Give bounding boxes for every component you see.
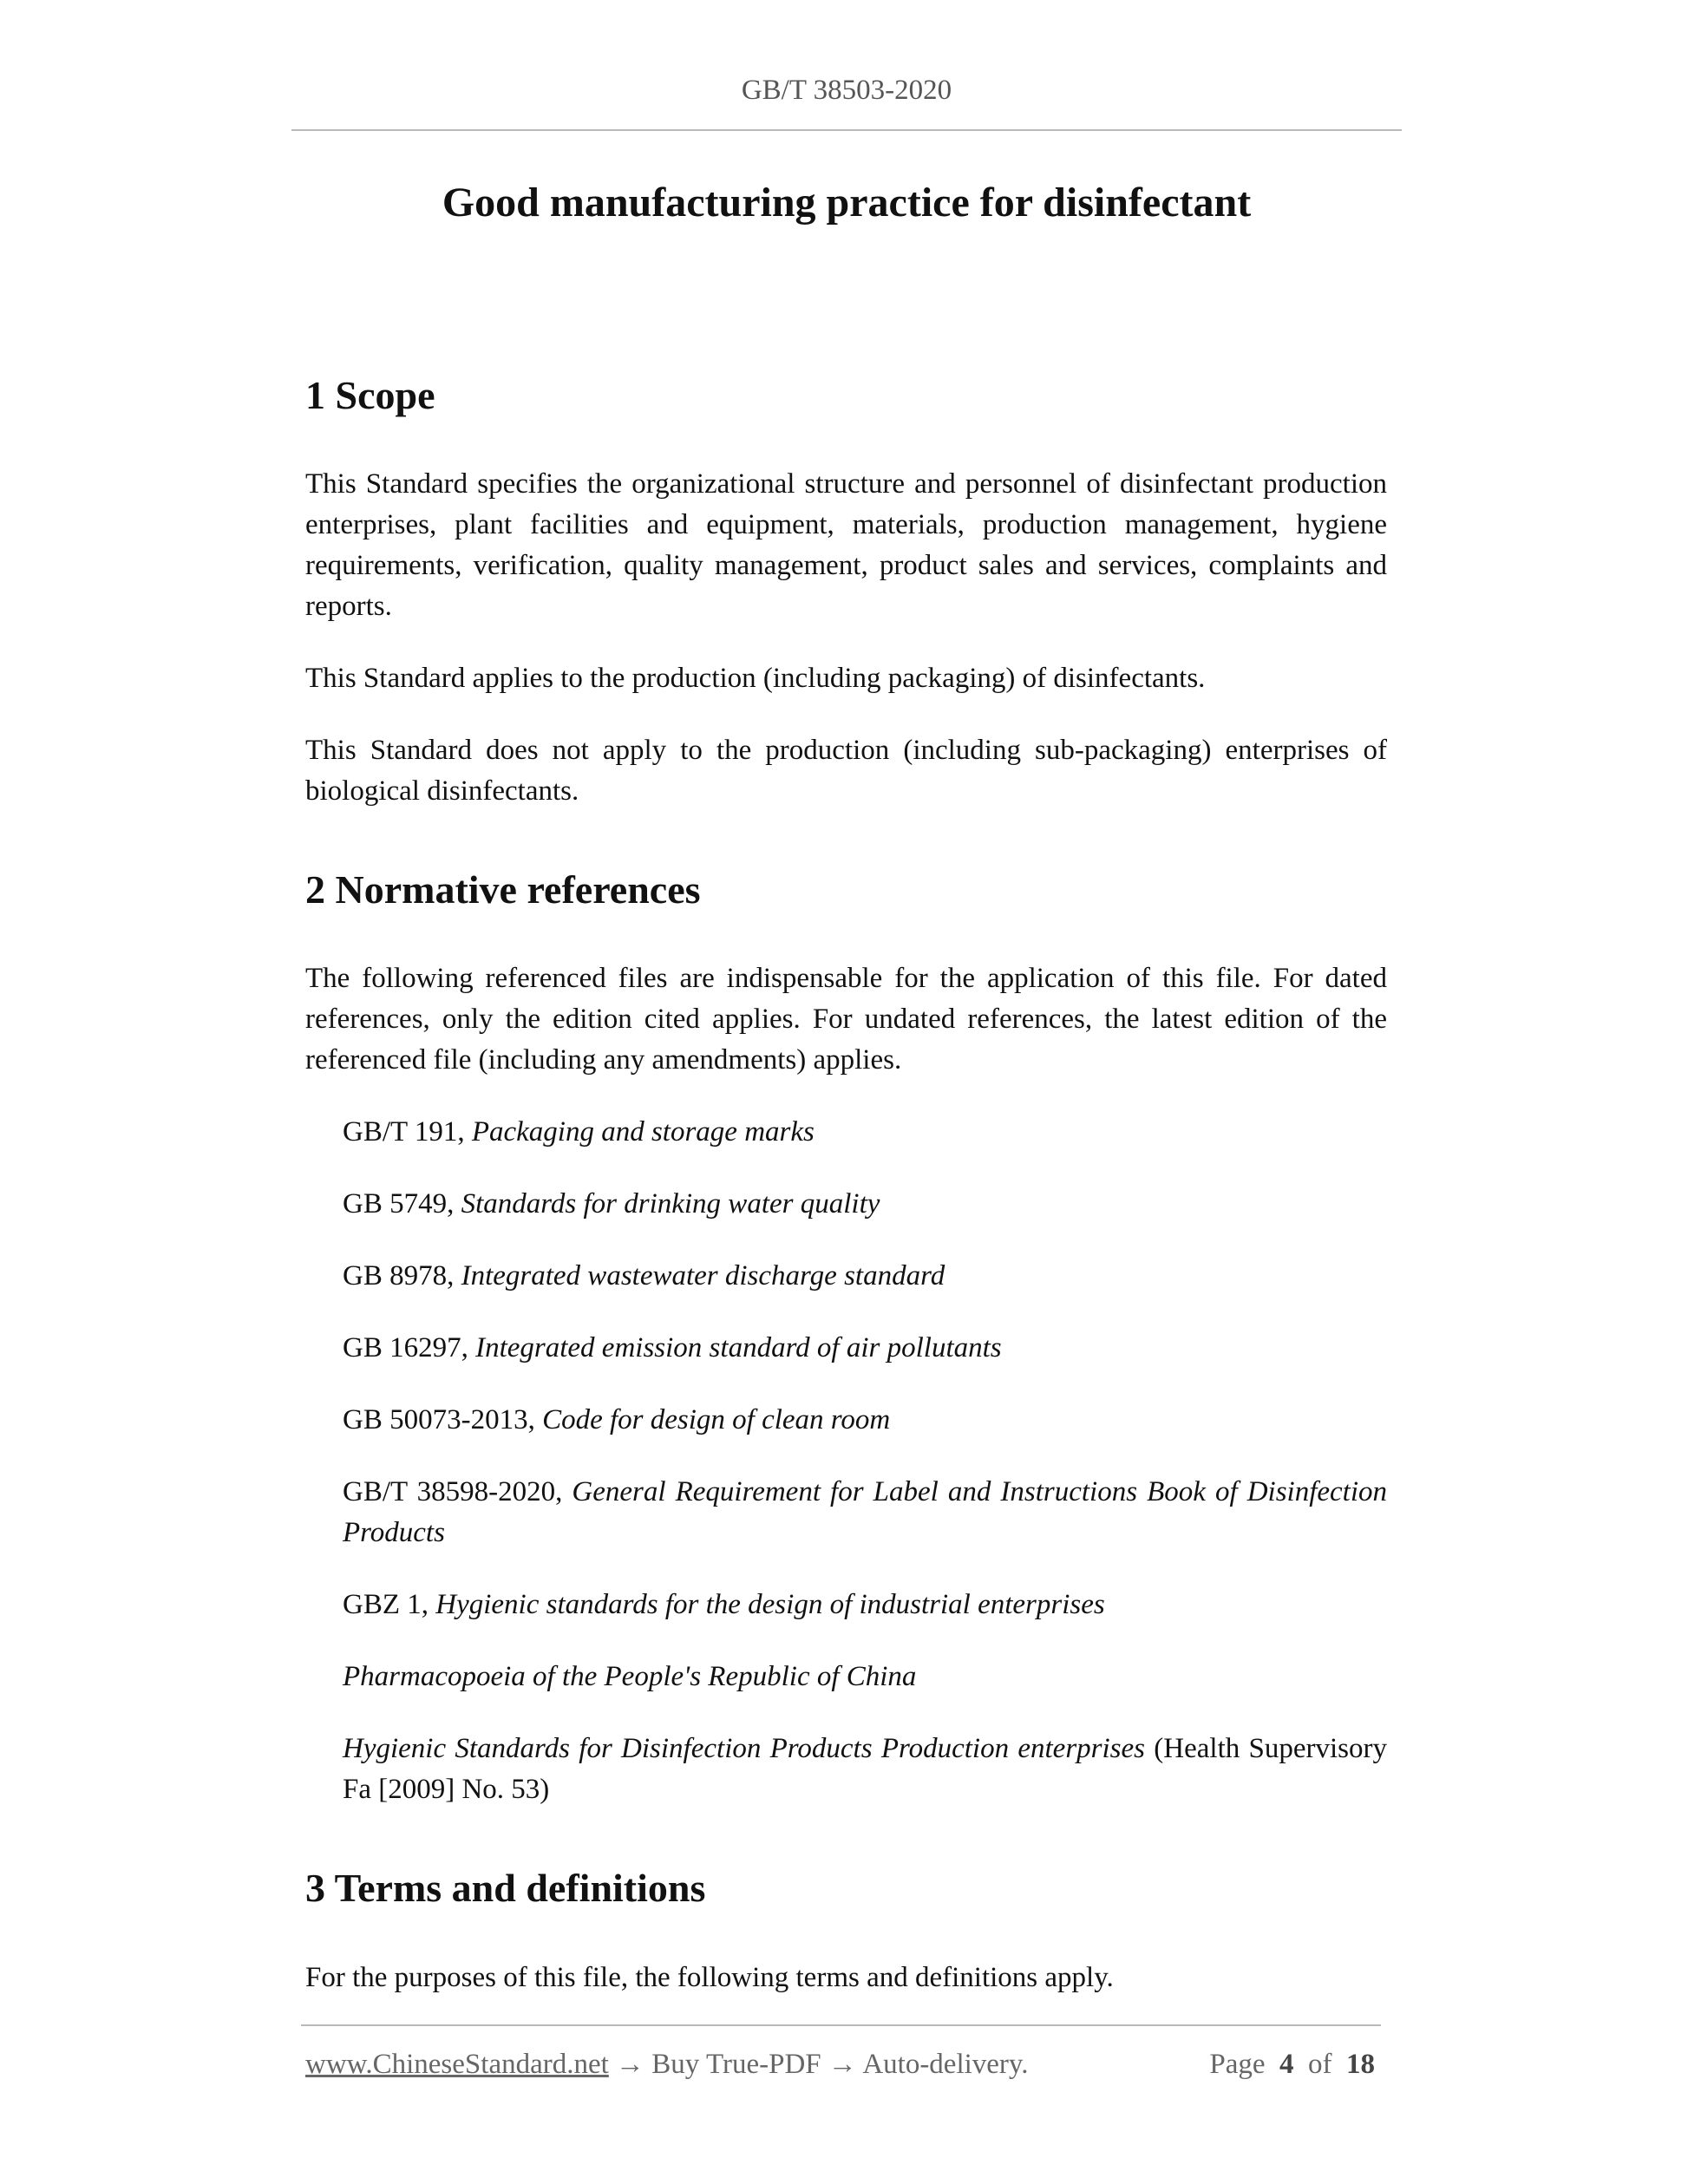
reference-code: GB 50073-2013,: [343, 1404, 543, 1436]
reference-item: [305, 1184, 1387, 1225]
reference-item: [305, 1729, 1387, 1810]
auto-delivery-text: Auto-delivery.: [862, 2049, 1029, 2080]
arrow-right-icon: →: [616, 2049, 645, 2080]
reference-list: [305, 1112, 1387, 1810]
document-body: [305, 371, 1387, 1998]
current-page-number: 4: [1279, 2049, 1294, 2080]
total-pages-number: 18: [1346, 2049, 1375, 2080]
reference-code: GB 8978,: [343, 1260, 461, 1292]
reference-title: Packaging and storage marks: [471, 1116, 815, 1148]
reference-code: GB 5749,: [343, 1188, 461, 1220]
reference-item: [305, 1400, 1387, 1441]
reference-title: Standards for drinking water quality: [461, 1188, 880, 1220]
reference-code: GB 16297,: [343, 1332, 476, 1364]
footer-divider: [301, 2024, 1381, 2026]
reference-item: [305, 1256, 1387, 1297]
reference-title: Hygienic standards for the design of industrial enterprises: [435, 1589, 1105, 1621]
reference-title: Integrated emission standard of air pollutants: [475, 1332, 1002, 1364]
reference-item: [305, 1585, 1387, 1625]
website-link[interactable]: www.ChineseStandard.net: [305, 2049, 609, 2080]
reference-title: Hygienic Standards for Disinfection Products Production enterprises: [343, 1733, 1146, 1765]
reference-suffix: (Health Supervisory Fa [2009] No. 53): [343, 1733, 1387, 1806]
buy-pdf-text: Buy True-PDF: [651, 2049, 821, 2080]
reference-title: Pharmacopoeia of the People's Republic of China: [343, 1661, 917, 1693]
references-intro: The following referenced files are indispensable for the application of this file. For dated references, only the edition cited applies. For undated references, the latest edition of the referenced file (including any amendments) applies.: [305, 963, 1387, 1076]
page-indicator: [1209, 2049, 1375, 2081]
scope-paragraph-1: This Standard specifies the organizational structure and personnel of disinfectant production enterprises, plant facilities and equipment, materials, production management, hygiene requirements, verification, quality management, product sales and services, complaints and reports.: [305, 468, 1387, 623]
document-title: Good manufacturing practice for disinfectant: [442, 180, 1252, 226]
scope-paragraph-2: This Standard applies to the production (including packaging) of disinfectants.: [305, 663, 1206, 695]
section-heading-normative-references: 2 Normative references: [305, 867, 701, 912]
terms-intro: For the purposes of this file, the following terms and definitions apply.: [305, 1961, 1114, 1993]
reference-code: GB/T 191,: [343, 1116, 472, 1148]
reference-item: [305, 1328, 1387, 1369]
reference-item: [305, 1472, 1387, 1553]
reference-title: Code for design of clean room: [542, 1404, 891, 1436]
section-heading-scope: 1 Scope: [305, 373, 435, 417]
reference-code: GB/T 38598-2020,: [343, 1476, 572, 1508]
reference-title: General Requirement for Label and Instructions Book of Disinfection Products: [343, 1476, 1387, 1549]
reference-code: GBZ 1,: [343, 1589, 436, 1621]
reference-item: [305, 1657, 1387, 1697]
reference-title: Integrated wastewater discharge standard: [461, 1260, 945, 1292]
footer-promo: [305, 2049, 1029, 2081]
page-label: Page: [1209, 2049, 1266, 2080]
scope-paragraph-3: This Standard does not apply to the production (including sub-packaging) enterprises of biological disinfectants.: [305, 735, 1387, 808]
of-label: of: [1308, 2049, 1332, 2080]
section-heading-terms-and-definitions: 3 Terms and definitions: [305, 1866, 706, 1911]
reference-item: [305, 1112, 1387, 1153]
standard-code-header: GB/T 38503-2020: [741, 75, 952, 106]
header-divider: [291, 129, 1402, 131]
arrow-right-icon: →: [828, 2049, 857, 2080]
